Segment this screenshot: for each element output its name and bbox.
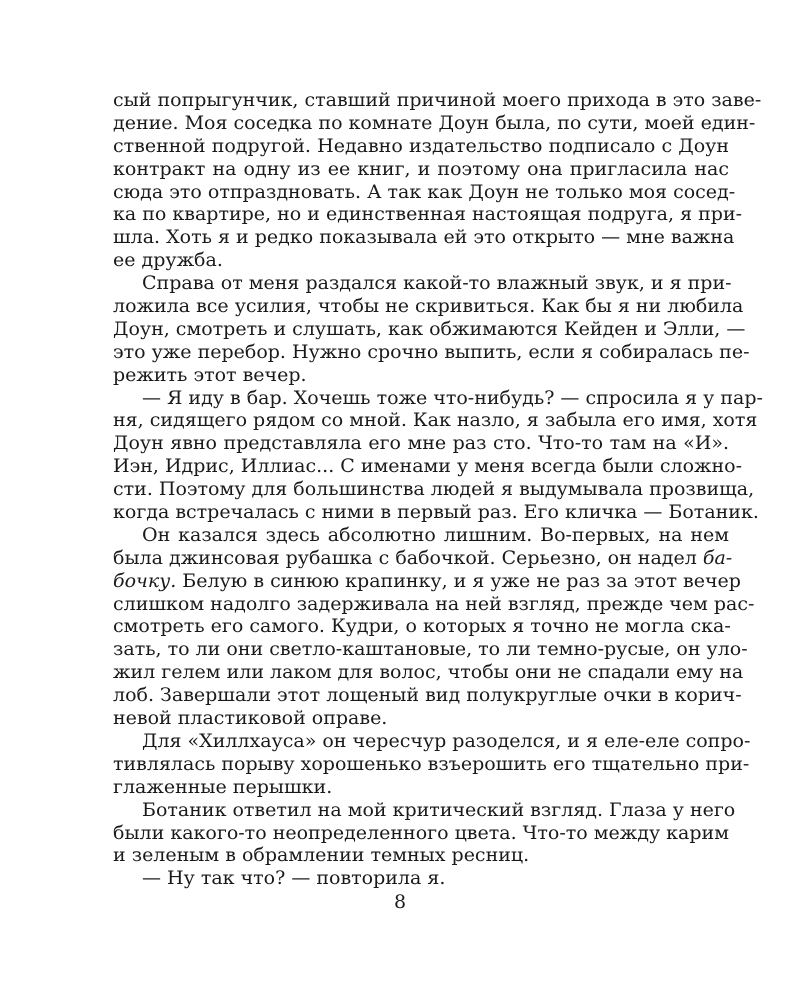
text-line	[113, 822, 729, 845]
body-text	[113, 89, 763, 890]
text-span: сый попрыгунчик, ставший причиной моего прихода в это заве-	[113, 89, 762, 111]
text-line	[113, 661, 744, 684]
text-line	[113, 340, 750, 364]
text-span: невой пластиковой оправе.	[113, 707, 388, 730]
text-line	[113, 638, 748, 661]
text-span: контракт на одну из ее книг, и поэтому она пригласила нас	[113, 157, 729, 180]
text-line	[113, 729, 751, 753]
text-span: — Ну так что? — повторила я.	[142, 867, 446, 890]
text-span: когда встречалась с ними в первый раз. Его кличка — Ботаник.	[113, 501, 759, 524]
text-span: шла. Хоть я и редко показывала ей это открыто — мне важна	[113, 226, 735, 249]
text-line	[113, 135, 729, 158]
text-line	[113, 684, 742, 707]
italic-span: бочку.	[113, 569, 177, 592]
text-span: сюда это отпраздновать. А так как Доун не только моя сосед-	[113, 180, 736, 203]
text-span: Он казался здесь абсолютно лишним. Во-первых, на нем	[142, 523, 729, 546]
text-line	[113, 592, 755, 616]
text-span: смотреть его самого. Кудри, о которых я точно не могла ска-	[113, 615, 731, 638]
text-line	[113, 798, 736, 822]
text-span: Доун, смотреть и слушать, как обжимаются Кейден и Элли, —	[113, 317, 746, 340]
text-span: зать, то ли они светло-каштановые, то ли темно-русые, он уло-	[113, 638, 748, 661]
text-line	[113, 180, 736, 204]
text-span: режить этот вечер.	[113, 363, 307, 386]
text-span: глаженные перышки.	[113, 775, 333, 798]
text-span: Доун явно представляла его мне раз сто. Что-то там на «И».	[113, 432, 729, 455]
text-line	[113, 89, 762, 112]
text-line	[113, 569, 741, 593]
text-span: дение. Моя соседка по комнате Доун была, по сути, моей един-	[113, 111, 756, 134]
text-line	[113, 752, 750, 776]
text-line	[113, 409, 758, 432]
text-line	[113, 226, 735, 249]
text-span: были какого-то неопределенного цвета. Что-то между карим	[113, 821, 729, 844]
text-line	[113, 867, 729, 890]
text-line	[113, 203, 743, 226]
text-span: жил гелем или лаком для волос, чтобы они не спадали ему на	[113, 661, 744, 684]
text-line	[113, 844, 729, 867]
text-span: и зеленым в обрамлении темных ресниц.	[113, 844, 530, 867]
text-span: сти. Поэтому для большинства людей я выдумывала прозвища,	[113, 478, 755, 501]
text-line	[113, 249, 729, 272]
text-line	[113, 501, 759, 524]
text-span: Белую в синюю крапинку, и я уже не раз за этот вечер	[176, 569, 741, 592]
text-line	[113, 432, 729, 455]
text-span: была джинсовая рубашка с бабочкой. Серьезно, он надел	[113, 546, 697, 569]
text-span: Для «Хиллхауса» он чересчур разоделся, и я еле-еле сопро-	[142, 729, 751, 752]
text-span: ее дружба.	[113, 249, 223, 272]
text-span: ня, сидящего рядом со мной. Как назло, я забыла его имя, хотя	[113, 409, 758, 432]
text-line	[113, 776, 729, 799]
text-span: Справа от меня раздался какой-то влажный звук, и я при-	[142, 272, 732, 295]
text-line	[113, 455, 743, 478]
text-span: Иэн, Идрис, Иллиас... С именами у меня всегда были сложно-	[113, 455, 743, 478]
text-line	[113, 546, 733, 570]
text-line	[113, 272, 732, 295]
text-span: ка по квартире, но и единственная настоящая подруга, я при-	[113, 203, 743, 226]
page-number: 8	[393, 891, 407, 913]
text-span: тивлялась порыву хорошенько взъерошить его тщательно при-	[113, 752, 750, 775]
text-line	[113, 364, 729, 387]
text-span: ложила все усилия, чтобы не скривиться. Как бы я ни любила	[113, 295, 744, 318]
text-line	[113, 386, 763, 410]
text-span: слишком надолго задерживала на ней взгляд, прежде чем рас-	[113, 592, 755, 615]
text-line	[113, 524, 729, 547]
text-span: ственной подругой. Недавно издательство подписало с Доун	[113, 134, 729, 157]
text-span: Ботаник ответил на мой критический взгляд. Глаза у него	[142, 798, 736, 821]
text-line	[113, 707, 729, 730]
text-span: лоб. Завершали этот лощеный вид полукруглые очки в корич-	[113, 684, 742, 707]
text-line	[113, 615, 729, 638]
text-line	[113, 317, 746, 341]
text-span: — Я иду в бар. Хочешь тоже что-нибудь? — спросила я у пар-	[142, 386, 763, 409]
text-line	[113, 478, 755, 501]
text-line	[113, 111, 756, 135]
italic-span: ба-	[702, 546, 733, 569]
text-line	[113, 158, 729, 181]
text-span: это уже перебор. Нужно срочно выпить, если я собиралась пе-	[113, 340, 750, 363]
text-line	[113, 295, 744, 318]
